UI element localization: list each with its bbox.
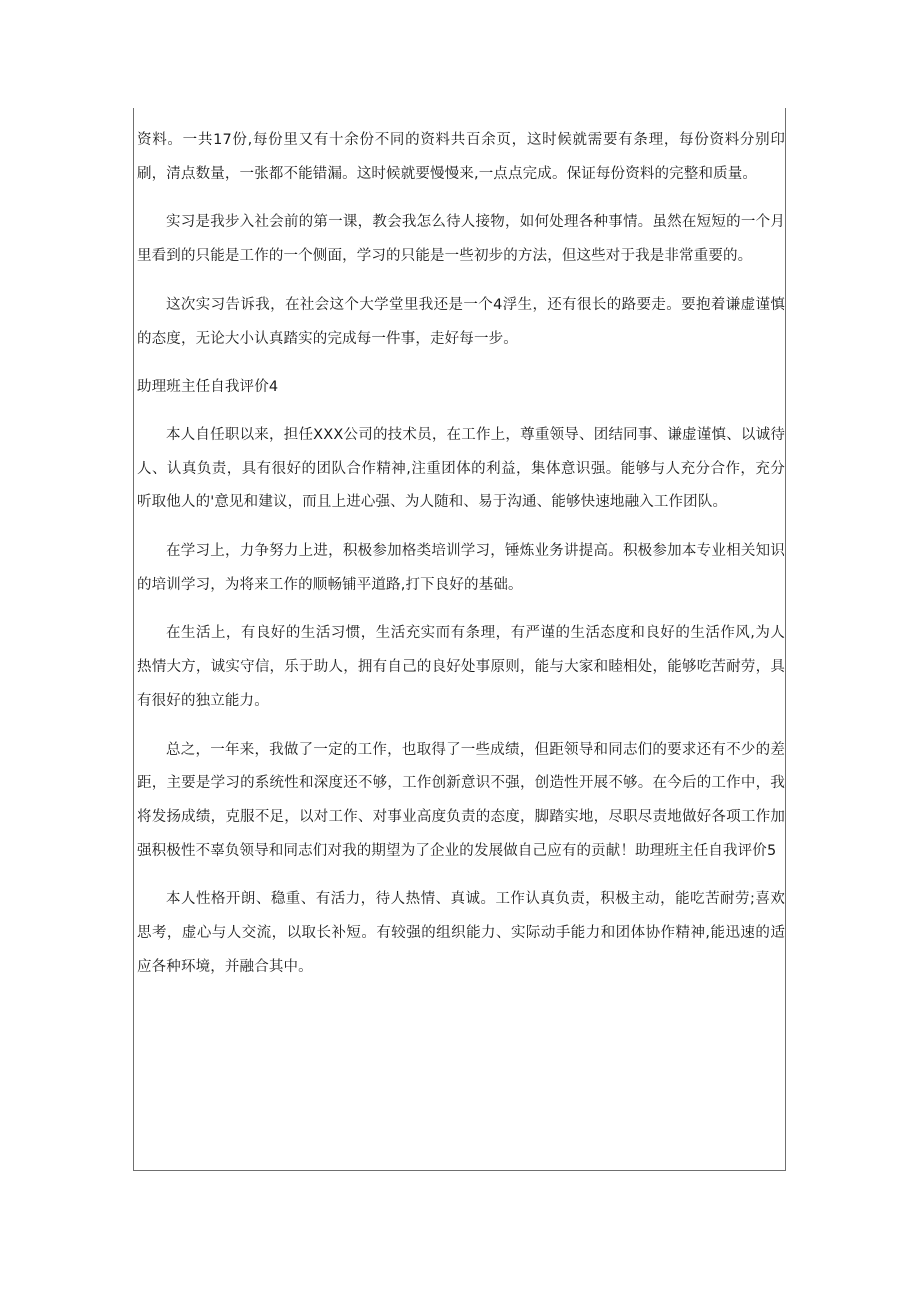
paragraph-summary: 总之，一年来，我做了一定的工作，也取得了一些成绩，但距领导和同志们的要求还有不少的差距，主要是学习的系统性和深度还不够，工作创新意识不强，创造性开展不够。在今后的工作中，我将发扬成绩，克服不足，以对工作、对事业高度负责的态度，脚踏实地，尽职尽责地做好各项工作加强积极性不辜负领导和同志们对我的期望为了企业的发展做自己应有的贡献！助理班主任自我评价5 xyxy=(137,741,785,859)
paragraph-materials: 资料。一共17份,每份里又有十余份不同的资料共百余页，这时候就需要有条理，每份资料分别印刷，清点数量，一张都不能错漏。这时候就要慢慢来,一点点完成。保证每份资料的完整和质量。 xyxy=(137,132,785,182)
document-body xyxy=(137,124,785,984)
paragraph-personality: 本人性格开朗、稳重、有活力，待人热情、真诚。工作认真负责，积极主动，能吃苦耐劳;喜欢思考，虚心与人交流，以取长补短。有较强的组织能力、实际动手能力和团体协作精神,能迅速的适应各种环境，并融合其中。 xyxy=(137,891,785,975)
section-heading-evaluation-4: 助理班主任自我评价4 xyxy=(137,379,279,396)
paragraph-internship-lesson: 这次实习告诉我，在社会这个大学堂里我还是一个4浮生，还有很长的路要走。要抱着谦虚谨慎的态度，无论大小认真踏实的完成每一件事，走好每一步。 xyxy=(137,296,785,347)
paragraph-study: 在学习上，力争努力上进，积极参加格类培训学习，锤炼业务讲提高。积极参加本专业相关知识的培训学习，为将来工作的顺畅铺平道路,打下良好的基础。 xyxy=(137,543,785,593)
paragraph-internship-first-lesson: 实习是我步入社会前的第一课，教会我怎么待人接物，如何处理各种事情。虽然在短短的一个月里看到的只能是工作的一个侧面，学习的只能是一些初步的方法，但这些对于我是非常重要的。 xyxy=(137,214,785,265)
paragraph-life: 在生活上，有良好的生活习惯，生活充实而有条理，有严谨的生活态度和良好的生活作风,为人热情大方，诚实守信，乐于助人，拥有自己的良好处事原则，能与大家和睦相处，能够吃苦耐劳，具有很好的独立能力。 xyxy=(137,625,785,709)
paragraph-work-attitude: 本人自任职以来，担任XXX公司的技术员，在工作上，尊重领导、团结同事、谦虚谨慎、以诚待人、认真负责，具有很好的团队合作精神,注重团体的利益，集体意识强。能够与人充分合作，充分听取他人的'意见和建议，而且上进心强、为人随和、易于沟通、能够快速地融入工作团队。 xyxy=(137,426,785,511)
